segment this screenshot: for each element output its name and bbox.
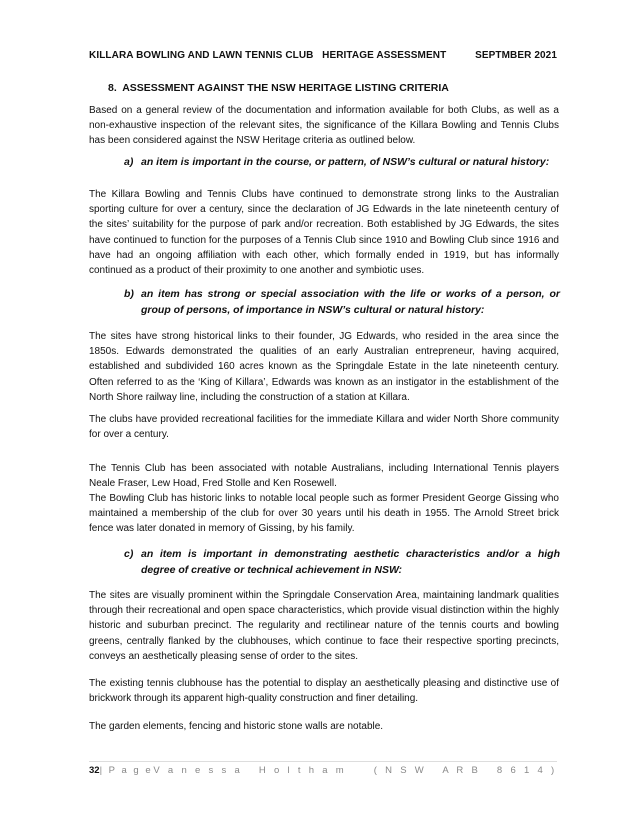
- criterion-c-paragraph-1: The sites are visually prominent within the Springdale Conservation Area, maintaining landmark qualities through their recreational and open space characteristics, which provide visual distinction within the highly historic and suburban precinct. The regularity and rectilinear nature of the tennis courts and bowling greens, centrally flanked by the clubhouses, which continue to face their respective sporting precincts, conveys an aesthetically pleasing sense of order to the sites.: [89, 590, 559, 662]
- page-indicator: [89, 765, 153, 776]
- page-number: 32: [89, 765, 100, 776]
- page-label: | P a g e: [99, 765, 153, 776]
- criterion-text: an item is important in demonstrating aesthetic characteristics and/or a high degree of creative or technical achievement in NSW:: [141, 548, 560, 576]
- criterion-text: an item is important in the course, or pattern, of NSW’s cultural or natural history:: [141, 156, 550, 168]
- header-date: SEPTMBER 2021: [475, 50, 557, 61]
- section-heading: 8. ASSESSMENT AGAINST THE NSW HERITAGE LISTING CRITERIA: [108, 82, 449, 94]
- criterion-a-heading: [124, 155, 560, 171]
- footer-divider: [89, 761, 557, 762]
- running-header: [89, 50, 557, 61]
- footer-author: V a n e s s a H o l t h a m ( N S W A R B 8 6 1 4 ): [153, 765, 557, 776]
- criterion-a-paragraph: The Killara Bowling and Tennis Clubs have continued to demonstrate strong links to the Australian sporting culture for over a century, since the declaration of JG Edwards in the late nineteenth century of the sites’ suitability for the purpose of park and/or recreation. Both established by JG Edwards, the sites have continued to function for the purposes of a Tennis Club since 1910 and Bowling Club since 1916 and have had an ongoing affiliation with each other, which formally ended in 1919, but has informally continued as a product of their proximity to one another and symbiotic uses.: [89, 189, 559, 277]
- criterion-letter: c): [124, 548, 134, 560]
- criterion-letter: a): [124, 156, 134, 168]
- criterion-letter: b): [124, 288, 134, 300]
- criterion-text: an item has strong or special association with the life or works of a person, or group of persons, of importance in NSW’s cultural or natural history:: [141, 288, 560, 316]
- criterion-b-paragraph-2: The clubs have provided recreational facilities for the immediate Killara and wider North Shore community for over a century.: [89, 414, 559, 441]
- criterion-b-heading: [124, 287, 560, 318]
- criterion-c-paragraph-2: The existing tennis clubhouse has the potential to display an aesthetically pleasing and distinctive use of brickwork through its apparent high-quality construction and finer detailing.: [89, 678, 559, 705]
- criterion-b-paragraph-1: The sites have strong historical links to their founder, JG Edwards, who resided in the area since the 1850s. Edwards demonstrated the qualities of an early Australian entrepreneur, having acquired, established and subdivided 160 acres known as the Springdale Estate in the late nineteenth century. Often referred to as the ‘King of Killara’, Edwards was known as an instigator in the establishment of the North Shore railway line, including the construction of a station at Killara.: [89, 331, 559, 403]
- criterion-c-paragraph-3: The garden elements, fencing and historic stone walls are notable.: [89, 721, 384, 732]
- criterion-b-paragraph-4: The Bowling Club has historic links to notable local people such as former President George Gissing who maintained a membership of the club for over 30 years until his death in 1955. The Arnold Street brick fence was later donated in memory of Gissing, by his family.: [89, 493, 559, 535]
- page-footer: [89, 765, 557, 776]
- criterion-b-paragraph-3: The Tennis Club has been associated with notable Australians, including International Tennis players Neale Fraser, Lew Hoad, Fred Stolle and Ken Rosewell.: [89, 463, 559, 490]
- criterion-c-heading: [124, 547, 560, 578]
- intro-paragraph: Based on a general review of the documentation and information available for both Clubs, as well as a non-exhaustive inspection of the relevant sites, the significance of the Killara Bowling and Tennis Clubs has been considered against the NSW Heritage criteria as outlined below.: [89, 105, 559, 147]
- header-title: KILLARA BOWLING AND LAWN TENNIS CLUB HERITAGE ASSESSMENT: [89, 50, 447, 61]
